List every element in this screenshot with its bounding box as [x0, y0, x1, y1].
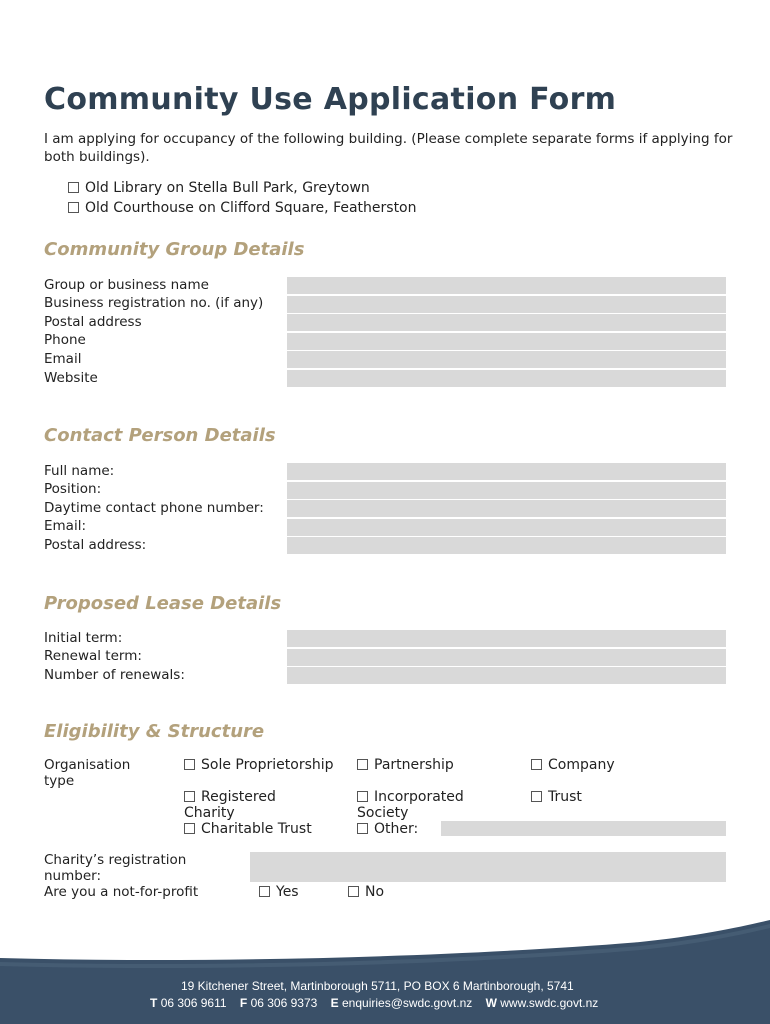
label-business-reg: Business registration no. (if any): [44, 295, 264, 311]
checkbox-icon[interactable]: [531, 759, 542, 770]
label-charity-registration: Charity’s registration number:: [44, 852, 187, 884]
website-field[interactable]: [287, 370, 726, 387]
footer-address: 19 Kitchener Street, Martinborough 5711, PO BOX 6 Martinborough, 5741: [181, 979, 574, 993]
checkbox-icon[interactable]: [348, 886, 359, 897]
initial-term-field[interactable]: [287, 630, 726, 647]
option-registered-charity[interactable]: Registered Charity: [184, 789, 276, 821]
checkbox-icon[interactable]: [184, 759, 195, 770]
page-title: Community Use Application Form: [44, 82, 617, 117]
option-sole-proprietorship[interactable]: Sole Proprietorship: [184, 757, 334, 773]
footer-website-link[interactable]: www.swdc.govt.nz: [500, 996, 599, 1010]
footer-contacts: T 06 306 9611 F 06 306 9373 E enquiries@swdc.govt.nz W www.swdc.govt.nz: [150, 996, 599, 1010]
contact-email-field[interactable]: [287, 519, 726, 536]
checkbox-icon[interactable]: [531, 791, 542, 802]
phone-field[interactable]: [287, 333, 726, 350]
option-charitable-trust[interactable]: Charitable Trust: [184, 821, 312, 837]
renewal-term-field[interactable]: [287, 649, 726, 666]
label-email: Email: [44, 351, 82, 367]
label-daytime-phone: Daytime contact phone number:: [44, 500, 264, 516]
option-nfp-yes[interactable]: Yes: [259, 884, 299, 900]
intro-text: I am applying for occupancy of the following building. (Please complete separate forms if applying for both buildings).: [44, 131, 733, 165]
checkbox-icon[interactable]: [68, 182, 79, 193]
option-company[interactable]: Company: [531, 757, 615, 773]
option-nfp-no[interactable]: No: [348, 884, 384, 900]
checkbox-icon[interactable]: [357, 759, 368, 770]
option-other[interactable]: Other:: [357, 821, 418, 837]
checkbox-icon[interactable]: [68, 202, 79, 213]
option-trust[interactable]: Trust: [531, 789, 582, 805]
label-position: Position:: [44, 481, 102, 497]
checkbox-icon[interactable]: [357, 823, 368, 834]
building-option-library[interactable]: Old Library on Stella Bull Park, Greytown: [68, 180, 370, 196]
section-heading-eligibility: Eligibility & Structure: [44, 721, 265, 742]
label-contact-postal: Postal address:: [44, 537, 147, 553]
checkbox-icon[interactable]: [184, 791, 195, 802]
label-number-renewals: Number of renewals:: [44, 667, 185, 683]
label-not-for-profit: Are you a not-for-profit: [44, 884, 199, 900]
label-contact-email: Email:: [44, 518, 87, 534]
label-initial-term: Initial term:: [44, 630, 123, 646]
number-renewals-field[interactable]: [287, 667, 726, 684]
email-field[interactable]: [287, 351, 726, 368]
full-name-field[interactable]: [287, 463, 726, 480]
position-field[interactable]: [287, 482, 726, 499]
checkbox-icon[interactable]: [357, 791, 368, 802]
footer-email-link[interactable]: enquiries@swdc.govt.nz: [342, 996, 473, 1010]
postal-address-field[interactable]: [287, 314, 726, 331]
business-reg-field[interactable]: [287, 296, 726, 313]
label-full-name: Full name:: [44, 463, 115, 479]
section-heading-lease: Proposed Lease Details: [44, 593, 282, 614]
label-organisation-type: Organisation type: [44, 757, 131, 789]
label-renewal-term: Renewal term:: [44, 648, 142, 664]
checkbox-icon[interactable]: [184, 823, 195, 834]
group-name-field[interactable]: [287, 277, 726, 294]
label-postal-address: Postal address: [44, 314, 142, 330]
building-option-courthouse[interactable]: Old Courthouse on Clifford Square, Featherston: [68, 200, 417, 216]
section-heading-contact: Contact Person Details: [44, 425, 276, 446]
charity-registration-field[interactable]: [250, 852, 726, 882]
checkbox-icon[interactable]: [259, 886, 270, 897]
label-website: Website: [44, 370, 98, 386]
label-group-name: Group or business name: [44, 277, 209, 293]
option-incorporated-society[interactable]: Incorporated Society: [357, 789, 464, 821]
section-heading-group: Community Group Details: [44, 239, 305, 260]
daytime-phone-field[interactable]: [287, 500, 726, 517]
option-partnership[interactable]: Partnership: [357, 757, 454, 773]
label-phone: Phone: [44, 332, 86, 348]
other-field[interactable]: [441, 821, 726, 836]
contact-postal-field[interactable]: [287, 537, 726, 554]
